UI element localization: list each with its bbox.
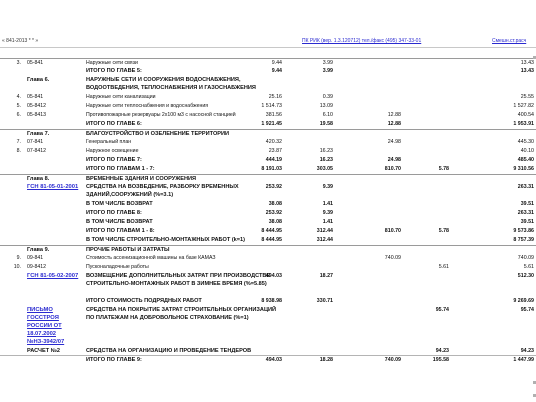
row-name: СРЕДСТВА НА ВОЗВЕДЕНИЕ, РАЗБОРКУ ВРЕМЕННЫХ ЗДАНИЙ,СООРУЖЕНИЙ (%=3.1) — [86, 184, 239, 198]
row-value-v3: 740.09 — [384, 357, 401, 363]
row-code[interactable]: ГСН 81-05-02-2007 — [27, 273, 79, 279]
row-value-v5: 1 953.91 — [513, 121, 534, 127]
table-row — [0, 209, 536, 217]
row-value-v3: 810.70 — [384, 228, 401, 234]
row-value-v5: 445.30 — [517, 139, 534, 145]
row-value-v5: 9 310.56 — [513, 166, 534, 172]
table-row — [0, 356, 536, 364]
header-divider — [0, 47, 536, 48]
table-row — [0, 254, 536, 262]
row-name: ИТОГО ПО ГЛАВЕ 6: — [86, 121, 142, 127]
row-value-v5: 9 269.69 — [513, 298, 534, 304]
row-number: 5. — [16, 103, 21, 109]
row-name: ПРОЧИЕ РАБОТЫ И ЗАТРАТЫ — [86, 247, 170, 253]
table-row — [0, 102, 536, 110]
row-value-v4: 95.74 — [435, 307, 449, 313]
row-value-v5: 740.09 — [517, 255, 534, 261]
row-name: Противопожарные резервуары 2x100 м3 с насосной станцией — [86, 112, 236, 118]
row-name: СРЕДСТВА НА ПОКРЫТИЕ ЗАТРАТ СТРОИТЕЛЬНЫХ ОРГАНИЗАЦИЙ ПО ПЛАТЕЖАМ НА ДОБРОВОЛЬНОЕ СТРАХОВАНИЕ (%=1) — [86, 307, 277, 321]
row-value-v5: 8 757.39 — [513, 237, 534, 243]
row-name: БЛАГОУСТРОЙСТВО И ОЗЕЛЕНЕНИЕ ТЕРРИТОРИИ — [86, 131, 230, 137]
row-value-v2: 16.23 — [319, 157, 333, 163]
table-row — [0, 245, 536, 254]
row-value-v1: 444.19 — [265, 157, 282, 163]
table-row — [0, 165, 536, 173]
estimate-table — [0, 58, 536, 402]
row-value-v1: 25.16 — [268, 94, 282, 100]
row-value-v2: 19.58 — [319, 121, 333, 127]
row-name: НАРУЖНЫЕ СЕТИ И СООРУЖЕНИЯ ВОДОСНАБЖЕНИЯ, ВОДООТВЕДЕНИЯ, ТЕПЛОСНАБЖЕНИЯ И ГАЗОСНАБЖЕНИЯ — [86, 77, 256, 91]
row-code[interactable]: ГСН 81-05-01-2001 — [27, 184, 79, 190]
row-name: Наружные сети связи — [86, 60, 138, 66]
row-name: ИТОГО ПО ГЛАВАМ 1 - 7: — [86, 166, 155, 172]
row-value-v1: 1 921.45 — [261, 121, 282, 127]
row-value-v1: 494.03 — [265, 273, 282, 279]
row-code: 05-841 — [27, 60, 44, 66]
row-code: Глава 7. — [27, 131, 50, 137]
table-row — [0, 58, 536, 67]
row-value-v3: 24.98 — [387, 139, 401, 145]
row-value-v5: 40.10 — [520, 148, 534, 154]
row-code: Глава 8. — [27, 176, 50, 182]
row-value-v5: 1 447.99 — [513, 357, 534, 363]
row-name: Наружные сети канализации — [86, 94, 156, 100]
header-vendor-link[interactable]: ПК РИК (вер. 1.3.120712) тел./факс (495) 347-33-01 — [302, 38, 422, 44]
table-row — [0, 156, 536, 164]
row-name: ИТОГО ПО ГЛАВЕ 7: — [86, 157, 142, 163]
row-value-v5: 263.31 — [517, 210, 534, 216]
row-value-v1: 253.92 — [265, 210, 282, 216]
table-row — [0, 297, 536, 305]
table-row — [0, 129, 536, 138]
row-name: ИТОГО ПО ГЛАВАМ 1 - 8: — [86, 228, 155, 234]
table-row — [0, 227, 536, 235]
row-value-v4: 94.23 — [435, 348, 449, 354]
row-code: 05-841 — [27, 94, 44, 100]
row-value-v1: 420.32 — [265, 139, 282, 145]
row-value-v5: 485.40 — [517, 157, 534, 163]
table-row — [0, 263, 536, 271]
row-value-v5: 95.74 — [520, 307, 534, 313]
row-value-v5: 512.30 — [517, 273, 534, 279]
row-number: 7. — [16, 139, 21, 145]
row-value-v3: 810.70 — [384, 166, 401, 172]
row-number: 4. — [16, 94, 21, 100]
row-value-v1: 381.56 — [265, 112, 282, 118]
table-row — [0, 347, 536, 356]
row-value-v2: 330.71 — [316, 298, 333, 304]
table-row — [0, 236, 536, 244]
table-row — [0, 120, 536, 128]
row-value-v1: 38.08 — [268, 219, 282, 225]
row-value-v2: 6.10 — [322, 112, 333, 118]
row-value-v2: 16.23 — [319, 148, 333, 154]
row-value-v1: 9.44 — [271, 68, 282, 74]
row-value-v2: 312.44 — [316, 237, 333, 243]
row-value-v2: 1.41 — [322, 219, 333, 225]
row-code: Глава 6. — [27, 77, 50, 83]
row-value-v2: 9.39 — [322, 184, 333, 190]
row-value-v4: 195.58 — [432, 357, 449, 363]
row-value-v4: 5.78 — [438, 228, 449, 234]
row-value-v4: 5.78 — [438, 166, 449, 172]
row-value-v5: 400.54 — [517, 112, 534, 118]
row-value-v3: 740.09 — [384, 255, 401, 261]
row-code: 05-8412 — [27, 103, 47, 109]
row-value-v2: 0.39 — [322, 94, 333, 100]
row-code: 07-8412 — [27, 148, 47, 154]
row-value-v1: 23.87 — [268, 148, 282, 154]
row-value-v5: 1 527.82 — [513, 103, 534, 109]
row-value-v5: 13.43 — [520, 68, 534, 74]
row-number: 8. — [16, 148, 21, 154]
row-value-v3: 12.88 — [387, 121, 401, 127]
row-name: В ТОМ ЧИСЛЕ ВОЗВРАТ — [86, 219, 153, 225]
row-name: ИТОГО ПО ГЛАВЕ 5: — [86, 68, 142, 74]
row-value-v5: 39.51 — [520, 219, 534, 225]
row-name: В ТОМ ЧИСЛЕ СТРОИТЕЛЬНО-МОНТАЖНЫХ РАБОТ (k=1) — [86, 237, 246, 243]
row-value-v2: 1.41 — [322, 201, 333, 207]
row-code: РАСЧЕТ №2 — [27, 348, 61, 354]
row-name: ВРЕМЕННЫЕ ЗДАНИЯ И СООРУЖЕНИЯ — [86, 176, 197, 182]
row-name: В ТОМ ЧИСЛЕ ВОЗВРАТ — [86, 201, 153, 207]
row-code: 05-8413 — [27, 112, 47, 118]
header-left-title: « 841-2013 * * » — [2, 38, 39, 44]
row-code: 09-8412 — [27, 264, 47, 270]
table-row — [0, 306, 536, 346]
row-name: Стоимость ассенизационной машины на базе КАМАЗ — [86, 255, 216, 261]
row-value-v2: 13.09 — [319, 103, 333, 109]
table-row — [0, 67, 536, 75]
row-value-v5: 9 573.86 — [513, 228, 534, 234]
row-code: Глава 9. — [27, 247, 50, 253]
row-value-v2: 312.44 — [316, 228, 333, 234]
row-name: ИТОГО СТОИМОСТЬ ПОДРЯДНЫХ РАБОТ — [86, 298, 202, 304]
row-value-v2: 3.99 — [322, 68, 333, 74]
row-name: Пусконаладочные работы — [86, 264, 149, 270]
row-value-v1: 38.08 — [268, 201, 282, 207]
row-value-v1: 8 191.03 — [261, 166, 282, 172]
row-name: СРЕДСТВА НА ОРГАНИЗАЦИЮ И ПРОВЕДЕНИЕ ТЕНДЕРОВ — [86, 348, 252, 354]
row-number: 10. — [13, 264, 21, 270]
table-row — [0, 111, 536, 119]
row-value-v3: 12.88 — [387, 112, 401, 118]
row-value-v2: 18.27 — [319, 273, 333, 279]
row-value-v5: 25.55 — [520, 94, 534, 100]
row-name: ИТОГО ПО ГЛАВЕ 9: — [86, 357, 142, 363]
row-code[interactable]: ПИСЬМО ГОССТРОЯ РОССИИ ОТ 18.07.2002 №НЗ-3942/07 — [27, 307, 65, 345]
row-code: 09-841 — [27, 255, 44, 261]
row-code: 07-841 — [27, 139, 44, 145]
table-row — [0, 138, 536, 146]
row-value-v5: 263.31 — [517, 184, 534, 190]
row-value-v1: 9.44 — [271, 60, 282, 66]
row-value-v4: 5.61 — [438, 264, 449, 270]
row-value-v2: 18.28 — [319, 357, 333, 363]
row-name: Наружные сети теплоснабжения и водоснабжения — [86, 103, 209, 109]
table-row — [0, 93, 536, 101]
row-value-v1: 8 444.95 — [261, 237, 282, 243]
row-name: Генеральный план — [86, 139, 132, 145]
table-row — [0, 76, 536, 92]
table-row — [0, 272, 536, 296]
row-value-v1: 1 514.73 — [261, 103, 282, 109]
row-value-v5: 5.61 — [523, 264, 534, 270]
row-value-v3: 24.98 — [387, 157, 401, 163]
row-name: Наружное освещение — [86, 148, 139, 154]
row-value-v1: 494.03 — [265, 357, 282, 363]
row-number: 9. — [16, 255, 21, 261]
row-value-v2: 9.39 — [322, 210, 333, 216]
row-value-v2: 3.99 — [322, 60, 333, 66]
row-name: ИТОГО ПО ГЛАВЕ 8: — [86, 210, 142, 216]
row-value-v1: 8 938.98 — [261, 298, 282, 304]
table-row — [0, 147, 536, 155]
row-number: 3. — [16, 60, 21, 66]
header-doc-type-link[interactable]: Смешн.ст.расч — [492, 38, 527, 44]
row-value-v1: 8 444.95 — [261, 228, 282, 234]
row-value-v2: 303.05 — [316, 166, 333, 172]
row-value-v5: 94.23 — [520, 348, 534, 354]
row-value-v1: 253.92 — [265, 184, 282, 190]
row-name: ВОЗМЕЩЕНИЕ ДОПОЛНИТЕЛЬНЫХ ЗАТРАТ ПРИ ПРОИЗВОДСТВЕ СТРОИТЕЛЬНО-МОНТАЖНЫХ РАБОТ В ЗИМНЕЕ ВРЕМЯ (%=5.85) — [86, 273, 271, 287]
row-number: 6. — [16, 112, 21, 118]
table-row — [0, 183, 536, 199]
row-value-v5: 13.43 — [520, 60, 534, 66]
table-row — [0, 218, 536, 226]
table-row — [0, 200, 536, 208]
table-row — [0, 174, 536, 183]
row-value-v5: 39.51 — [520, 201, 534, 207]
